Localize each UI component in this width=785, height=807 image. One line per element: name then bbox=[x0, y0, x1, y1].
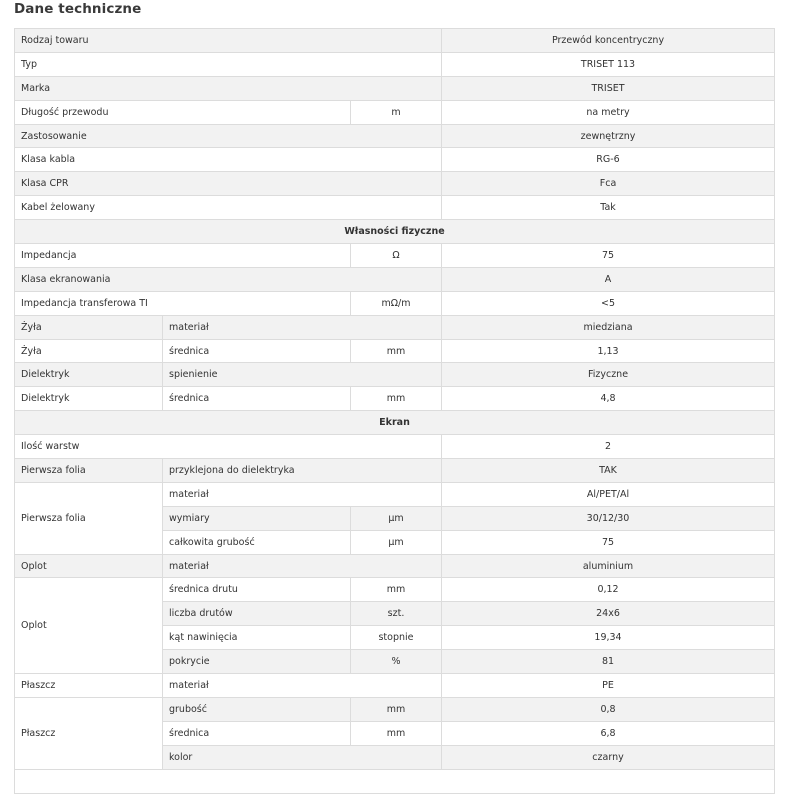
row-value: 19,34 bbox=[442, 626, 775, 650]
empty-cell bbox=[15, 769, 775, 793]
table-row bbox=[15, 124, 775, 148]
row-unit: mm bbox=[351, 697, 442, 721]
row-unit: mm bbox=[351, 578, 442, 602]
row-label: Dielektryk bbox=[15, 363, 163, 387]
table-row bbox=[15, 387, 775, 411]
row-label: Impedancja transferowa TI bbox=[15, 291, 351, 315]
row-label: Pierwsza folia bbox=[15, 482, 163, 554]
row-unit: Ω bbox=[351, 244, 442, 268]
row-unit: szt. bbox=[351, 602, 442, 626]
row-sublabel: średnica drutu bbox=[163, 578, 351, 602]
table-row bbox=[15, 244, 775, 268]
row-value: <5 bbox=[442, 291, 775, 315]
row-sublabel: materiał bbox=[163, 554, 442, 578]
row-label: Oplot bbox=[15, 578, 163, 674]
row-value: 81 bbox=[442, 650, 775, 674]
row-label: Żyła bbox=[15, 315, 163, 339]
row-unit: µm bbox=[351, 530, 442, 554]
row-unit: stopnie bbox=[351, 626, 442, 650]
row-value: Przewód koncentryczny bbox=[442, 29, 775, 53]
row-value: czarny bbox=[442, 745, 775, 769]
row-value: RG-6 bbox=[442, 148, 775, 172]
row-value: 30/12/30 bbox=[442, 506, 775, 530]
row-value: 75 bbox=[442, 244, 775, 268]
table-row bbox=[15, 52, 775, 76]
row-label: Kabel żelowany bbox=[15, 196, 442, 220]
row-sublabel: liczba drutów bbox=[163, 602, 351, 626]
row-value: na metry bbox=[442, 100, 775, 124]
table-row bbox=[15, 100, 775, 124]
row-sublabel: kolor bbox=[163, 745, 442, 769]
section-header: Ekran bbox=[15, 411, 775, 435]
table-row bbox=[15, 29, 775, 53]
row-sublabel: kąt nawinięcia bbox=[163, 626, 351, 650]
row-sublabel: spienienie bbox=[163, 363, 442, 387]
row-value: aluminium bbox=[442, 554, 775, 578]
row-sublabel: średnica bbox=[163, 339, 351, 363]
row-label: Klasa CPR bbox=[15, 172, 442, 196]
table-row bbox=[15, 196, 775, 220]
table-row bbox=[15, 482, 775, 506]
table-row bbox=[15, 459, 775, 483]
row-sublabel: grubość bbox=[163, 697, 351, 721]
row-unit: mm bbox=[351, 387, 442, 411]
section-header: Własności fizyczne bbox=[15, 220, 775, 244]
row-label: Płaszcz bbox=[15, 674, 163, 698]
row-value: miedziana bbox=[442, 315, 775, 339]
row-label: Długość przewodu bbox=[15, 100, 351, 124]
row-label: Pierwsza folia bbox=[15, 459, 163, 483]
row-sublabel: pokrycie bbox=[163, 650, 351, 674]
section-title: Dane techniczne bbox=[14, 1, 142, 17]
spec-table bbox=[14, 28, 775, 794]
row-label: Dielektryk bbox=[15, 387, 163, 411]
row-unit: µm bbox=[351, 506, 442, 530]
row-value: 24x6 bbox=[442, 602, 775, 626]
row-value: Al/PET/Al bbox=[442, 482, 775, 506]
row-value: Tak bbox=[442, 196, 775, 220]
row-unit: % bbox=[351, 650, 442, 674]
row-value: 0,12 bbox=[442, 578, 775, 602]
row-value: TRISET bbox=[442, 76, 775, 100]
row-value: Fizyczne bbox=[442, 363, 775, 387]
table-row bbox=[15, 697, 775, 721]
row-sublabel: średnica bbox=[163, 387, 351, 411]
table-row bbox=[15, 769, 775, 793]
row-sublabel: materiał bbox=[163, 482, 442, 506]
table-row bbox=[15, 291, 775, 315]
table-row bbox=[15, 363, 775, 387]
row-value: A bbox=[442, 267, 775, 291]
row-sublabel: wymiary bbox=[163, 506, 351, 530]
row-value: 1,13 bbox=[442, 339, 775, 363]
section-header-row bbox=[15, 411, 775, 435]
row-label: Zastosowanie bbox=[15, 124, 442, 148]
table-row bbox=[15, 267, 775, 291]
section-header-row bbox=[15, 220, 775, 244]
row-value: 4,8 bbox=[442, 387, 775, 411]
row-label: Oplot bbox=[15, 554, 163, 578]
row-label: Żyła bbox=[15, 339, 163, 363]
row-value: zewnętrzny bbox=[442, 124, 775, 148]
row-label: Ilość warstw bbox=[15, 435, 442, 459]
row-label: Rodzaj towaru bbox=[15, 29, 442, 53]
row-sublabel: średnica bbox=[163, 721, 351, 745]
row-label: Klasa kabla bbox=[15, 148, 442, 172]
table-row bbox=[15, 435, 775, 459]
row-value: TAK bbox=[442, 459, 775, 483]
row-unit: mm bbox=[351, 721, 442, 745]
row-label: Impedancja bbox=[15, 244, 351, 268]
row-unit: mΩ/m bbox=[351, 291, 442, 315]
row-sublabel: materiał bbox=[163, 674, 442, 698]
row-sublabel: całkowita grubość bbox=[163, 530, 351, 554]
row-value: 75 bbox=[442, 530, 775, 554]
row-sublabel: materiał bbox=[163, 315, 442, 339]
row-label: Marka bbox=[15, 76, 442, 100]
table-row bbox=[15, 339, 775, 363]
table-row bbox=[15, 172, 775, 196]
row-label: Typ bbox=[15, 52, 442, 76]
table-row bbox=[15, 315, 775, 339]
row-value: PE bbox=[442, 674, 775, 698]
table-row bbox=[15, 148, 775, 172]
row-value: Fca bbox=[442, 172, 775, 196]
row-value: 2 bbox=[442, 435, 775, 459]
table-row bbox=[15, 76, 775, 100]
table-row bbox=[15, 578, 775, 602]
row-label: Klasa ekranowania bbox=[15, 267, 442, 291]
row-label: Płaszcz bbox=[15, 697, 163, 769]
row-sublabel: przyklejona do dielektryka bbox=[163, 459, 442, 483]
row-value: TRISET 113 bbox=[442, 52, 775, 76]
row-value: 0,8 bbox=[442, 697, 775, 721]
row-unit: mm bbox=[351, 339, 442, 363]
row-unit: m bbox=[351, 100, 442, 124]
row-value: 6,8 bbox=[442, 721, 775, 745]
table-row bbox=[15, 554, 775, 578]
table-row bbox=[15, 674, 775, 698]
